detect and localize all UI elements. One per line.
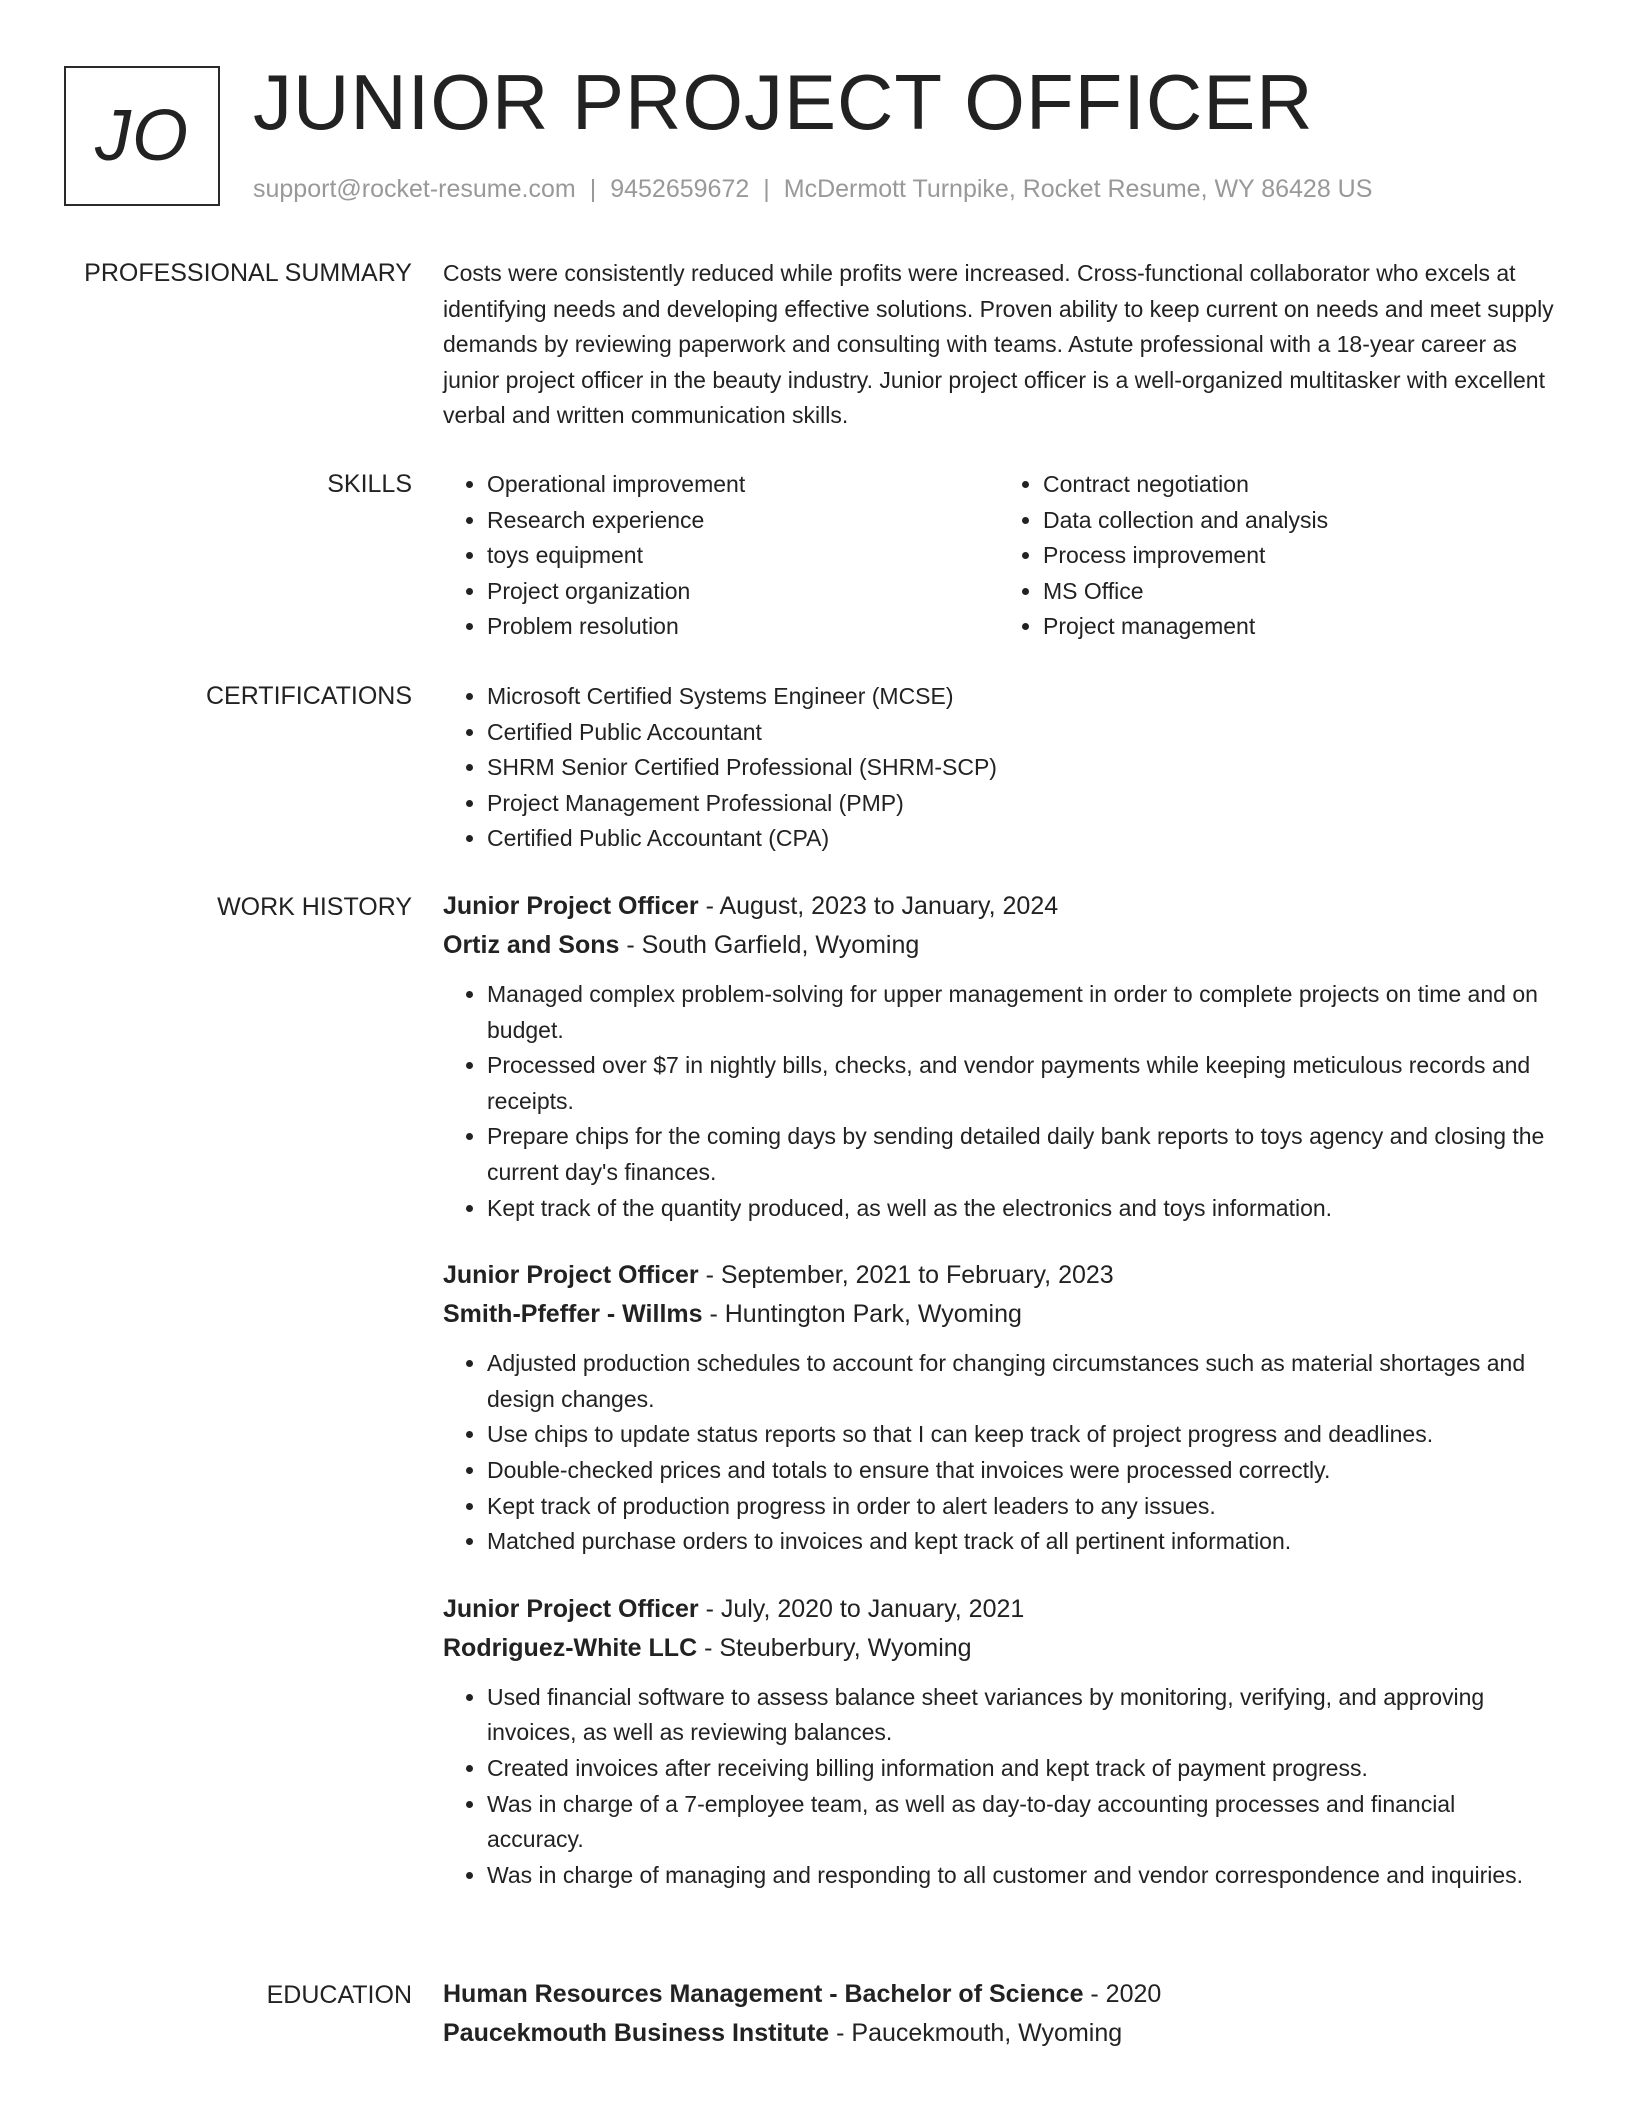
section-label: SKILLS [327,470,412,498]
list-item: • Microsoft Certified Systems Engineer (MCSE) [487,679,1555,715]
education-school-line [443,2014,1555,2053]
list-item: • Processed over $7 in nightly bills, checks, and vendor payments while keeping meticulous records and receipts. [487,1048,1555,1119]
list-item: • Double-checked prices and totals to ensure that invoices were processed correctly. [487,1453,1555,1489]
job-location: - South Garfield, Wyoming [619,931,920,959]
education-year: - 2020 [1083,1980,1162,2008]
list-item: • Matched purchase orders to invoices and kept track of all pertinent information. [487,1524,1555,1560]
list-item: • Adjusted production schedules to account for changing circumstances such as material shortages and design changes. [487,1346,1555,1417]
list-item: • Certified Public Accountant (CPA) [487,821,1555,857]
education-degree-line [443,1975,1555,2014]
section-label: PROFESSIONAL SUMMARY [84,259,412,287]
page-title: JUNIOR PROJECT OFFICER [253,58,1314,146]
section-body [443,256,1555,434]
job-company-line [443,1629,1555,1668]
list-item: • Process improvement [1043,538,1555,574]
summary-text: Costs were consistently reduced while profits were increased. Cross-functional collaborator who excels at identifying needs and developing effective solutions. Proven ability to keep current on needs and meet supply demands by reviewing paperwork and consulting with teams. Astute professional with a 18-year career as junior project officer in the beauty industry. Junior project officer is a well-organized multitasker with excellent verbal and written communication skills. [443,260,1554,429]
job-title-line [443,1590,1555,1629]
education-school: Paucekmouth Business Institute [443,2019,830,2047]
separator: | [763,175,770,203]
section-body [443,887,1555,1893]
job-company-line [443,926,1555,965]
list-item: • Prepare chips for the coming days by sending detailed daily bank reports to toys agency and closing the current day's finances. [487,1119,1555,1190]
education-location: - Paucekmouth, Wyoming [829,2019,1123,2047]
section-body [443,679,1555,857]
list-item: • Kept track of production progress in order to alert leaders to any issues. [487,1489,1555,1525]
skills-list-right [999,467,1555,645]
job-bullets [443,977,1555,1226]
contact-line [253,172,1372,206]
job-title: Junior Project Officer [443,892,699,920]
skills-list-left [443,467,999,645]
job-title-line [443,887,1555,926]
section-body [443,467,1555,645]
list-item: • Problem resolution [487,609,999,645]
job-company: Ortiz and Sons [443,931,620,959]
job-location: - Steuberbury, Wyoming [697,1633,972,1662]
list-item: • Data collection and analysis [1043,503,1555,539]
list-item: • Use chips to update status reports so that I can keep track of project progress and deadlines. [487,1417,1555,1453]
list-item: • Certified Public Accountant [487,715,1555,751]
list-item: • Was in charge of managing and responding to all customer and vendor correspondence and inquiries. [487,1858,1555,1894]
education-degree: Human Resources Management - Bachelor of Science [443,1980,1084,2008]
list-item: • Managed complex problem-solving for upper management in order to complete projects on time and on budget. [487,977,1555,1048]
list-item: • Project organization [487,574,999,610]
list-item: • Operational improvement [487,467,999,503]
list-item: • Was in charge of a 7-employee team, as well as day-to-day accounting processes and financial accuracy. [487,1787,1555,1858]
job-company: Smith-Pfeffer - Willms [443,1300,703,1329]
separator: | [589,175,597,203]
list-item: • Research experience [487,503,999,539]
section-label: CERTIFICATIONS [205,682,412,710]
list-item: • SHRM Senior Certified Professional (SHRM-SCP) [487,750,1555,786]
job-entry [443,1256,1555,1560]
job-bullets [443,1346,1555,1560]
section-label: WORK HISTORY [217,893,412,921]
list-item: • Created invoices after receiving billing information and kept track of payment progress. [487,1751,1555,1787]
list-item: • MS Office [1043,574,1555,610]
list-item: • Project Management Professional (PMP) [487,786,1555,822]
job-title: Junior Project Officer [443,1594,699,1623]
job-dates: - July, 2020 to January, 2021 [698,1594,1025,1623]
section-label: EDUCATION [266,1981,412,2009]
job-location: - Huntington Park, Wyoming [702,1300,1022,1329]
list-item: • Used financial software to assess balance sheet variances by monitoring, verifying, and approving invoices, as well as reviewing balances. [487,1680,1555,1751]
list-item: • Project management [1043,609,1555,645]
list-item: • Contract negotiation [1043,467,1555,503]
skills-grid [443,467,1555,645]
job-dates: - September, 2021 to February, 2023 [698,1261,1114,1290]
monogram: JO [64,66,220,206]
job-company: Rodriguez-White LLC [443,1633,698,1662]
job-entry [443,887,1555,1226]
list-item: • toys equipment [487,538,999,574]
section-body [443,1975,1555,2053]
phone[interactable]: 9452659672 [610,175,750,203]
job-title-line [443,1256,1555,1295]
certifications-list [443,679,1555,857]
job-title: Junior Project Officer [443,1261,699,1290]
job-bullets [443,1680,1555,1894]
email[interactable]: support@rocket-resume.com [253,175,576,203]
job-entry [443,1590,1555,1894]
job-company-line [443,1295,1555,1334]
list-item: • Kept track of the quantity produced, as well as the electronics and toys information. [487,1191,1555,1227]
job-dates: - August, 2023 to January, 2024 [698,892,1059,920]
address: McDermott Turnpike, Rocket Resume, WY 86428 US [783,175,1373,203]
